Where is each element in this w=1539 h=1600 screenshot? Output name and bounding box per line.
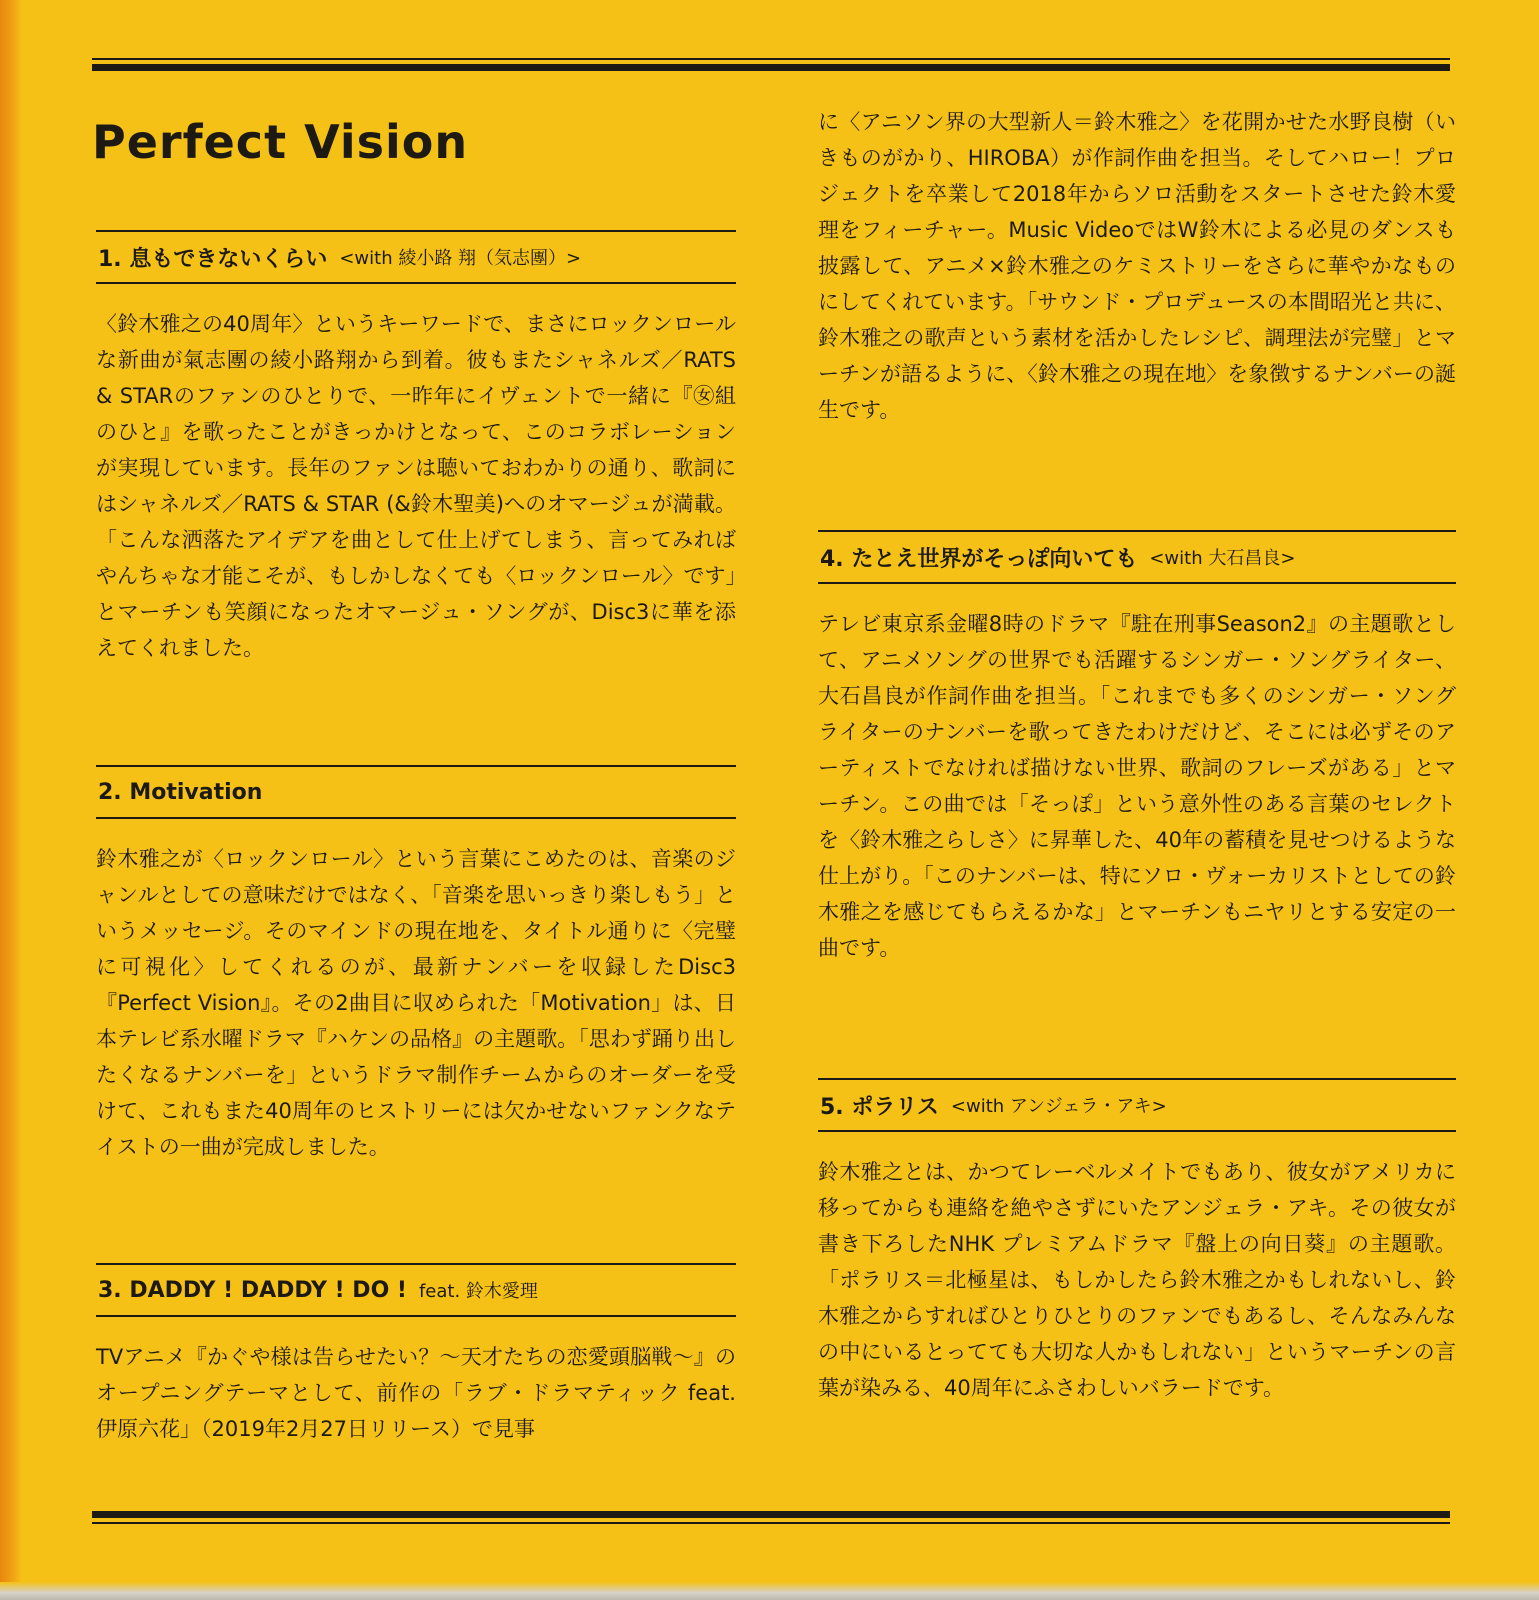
section-3-title: 3. DADDY ! DADDY ! DO ! [98, 1277, 407, 1303]
section-1-heading [96, 230, 736, 284]
section-5-heading [818, 1078, 1456, 1132]
section-1-subtitle: <with 綾小路 翔（気志團）> [339, 248, 582, 269]
section-5-body: 鈴木雅之とは、かつてレーベルメイトでもあり、彼女がアメリカに移ってからも連絡を絶やさずにいたアンジェラ・アキ。その彼女が書き下ろしたNHK プレミアムドラマ『盤上の向日葵』の主題歌。「ポラリス＝北極星は、もしかしたら鈴木雅之かもしれないし、鈴木雅之からすればひとりひとりのファンでもあるし、そんなみんなの中にいるとってても大切な人かもしれない」というマーチンの言葉が染みる、40周年にふさわしいバラードです。 [818, 1160, 1456, 1400]
section-3-continued [818, 104, 1456, 428]
section-1-title: 1. 息もできないくらい [98, 246, 328, 272]
section-4-title: 4. たとえ世界がそっぽ向いても [820, 546, 1138, 572]
page-title: Perfect Vision [92, 115, 469, 169]
section-1 [96, 230, 736, 666]
section-5-subtitle: <with アンジェラ・アキ> [950, 1096, 1167, 1117]
section-3-body-continued: に〈アニソン界の大型新人＝鈴木雅之〉を花開かせた水野良樹（いきものがかり、HIROBA）が作詞作曲を担当。そしてハロー！プロジェクトを卒業して2018年からソロ活動をスタートさせた鈴木愛理をフィーチャー。Music VideoではW鈴木による必見のダンスも披露して、アニメ×鈴木雅之のケミストリーをさらに華やかなものにしてくれています。「サウンド・プロデュースの本間昭光と共に、鈴木雅之の歌声という素材を活かしたレシピ、調理法が完璧」とマーチンが語るように、〈鈴木雅之の現在地〉を象徴するナンバーの誕生です。 [818, 110, 1456, 422]
section-2-heading [96, 765, 736, 819]
section-4-subtitle: <with 大石昌良> [1149, 548, 1296, 569]
section-4-body: テレビ東京系金曜8時のドラマ『駐在刑事Season2』の主題歌として、アニメソングの世界でも活躍するシンガー・ソングライター、大石昌良が作詞作曲を担当。「これまでも多くのシンガー・ソングライターのナンバーを歌ってきたわけだけど、そこには必ずそのアーティストでなければ描けない世界、歌詞のフレーズがある」とマーチン。この曲では「そっぽ」という意外性のある言葉のセレクトを〈鈴木雅之らしさ〉に昇華した、40年の蓄積を見せつけるような仕上がり。「このナンバーは、特にソロ・ヴォーカリストとしての鈴木雅之を感じてもらえるかな」とマーチンもニヤリとする安定の一曲です。 [818, 612, 1456, 960]
bottom-double-rule [92, 1511, 1450, 1524]
section-3-heading [96, 1263, 736, 1317]
page-spine-edge [0, 0, 22, 1600]
section-4 [818, 530, 1456, 966]
section-1-body: 〈鈴木雅之の40周年〉というキーワードで、まさにロックンロールな新曲が氣志團の綾小路翔から到着。彼もまたシャネルズ／RATS & STARのファンのひとりで、一昨年にイヴェントで一緒に『㊛組のひと』を歌ったことがきっかけとなって、このコラボレーションが実現しています。長年のファンは聴いておわかりの通り、歌詞にはシャネルズ／RATS & STAR (&鈴木聖美)へのオマージュが満載。「こんな洒落たアイデアを曲として仕上げてしまう、言ってみればやんちゃな才能こそが、もしかしなくても〈ロックンロール〉です」とマーチンも笑顔になったオマージュ・ソングが、Disc3に華を添えてくれました。 [96, 312, 736, 660]
section-5 [818, 1078, 1456, 1406]
section-3-subtitle: feat. 鈴木愛理 [418, 1281, 538, 1302]
top-double-rule [92, 58, 1450, 71]
section-3-body: TVアニメ『かぐや様は告らせたい？～天才たちの恋愛頭脳戦～』のオープニングテーマとして、前作の「ラブ・ドラマティック feat. 伊原六花」（2019年2月27日リリース）で見事 [96, 1345, 736, 1441]
section-2-title: 2. Motivation [98, 779, 263, 805]
page-bottom-edge [0, 1582, 1539, 1600]
section-2 [96, 765, 736, 1165]
section-2-body: 鈴木雅之が〈ロックンロール〉という言葉にこめたのは、音楽のジャンルとしての意味だけではなく、「音楽を思いっきり楽しもう」というメッセージ。そのマインドの現在地を、タイトル通りに〈完璧に可視化〉してくれるのが、最新ナンバーを収録したDisc3『Perfect Vision』。その2曲目に収められた「Motivation」は、日本テレビ系水曜ドラマ『ハケンの品格』の主題歌。「思わず踊り出したくなるナンバーを」というドラマ制作チームからのオーダーを受けて、これもまた40周年のヒストリーには欠かせないファンクなテイストの一曲が完成しました。 [96, 847, 736, 1159]
section-5-title: 5. ポラリス [820, 1094, 939, 1120]
section-4-heading [818, 530, 1456, 584]
section-3 [96, 1263, 736, 1447]
